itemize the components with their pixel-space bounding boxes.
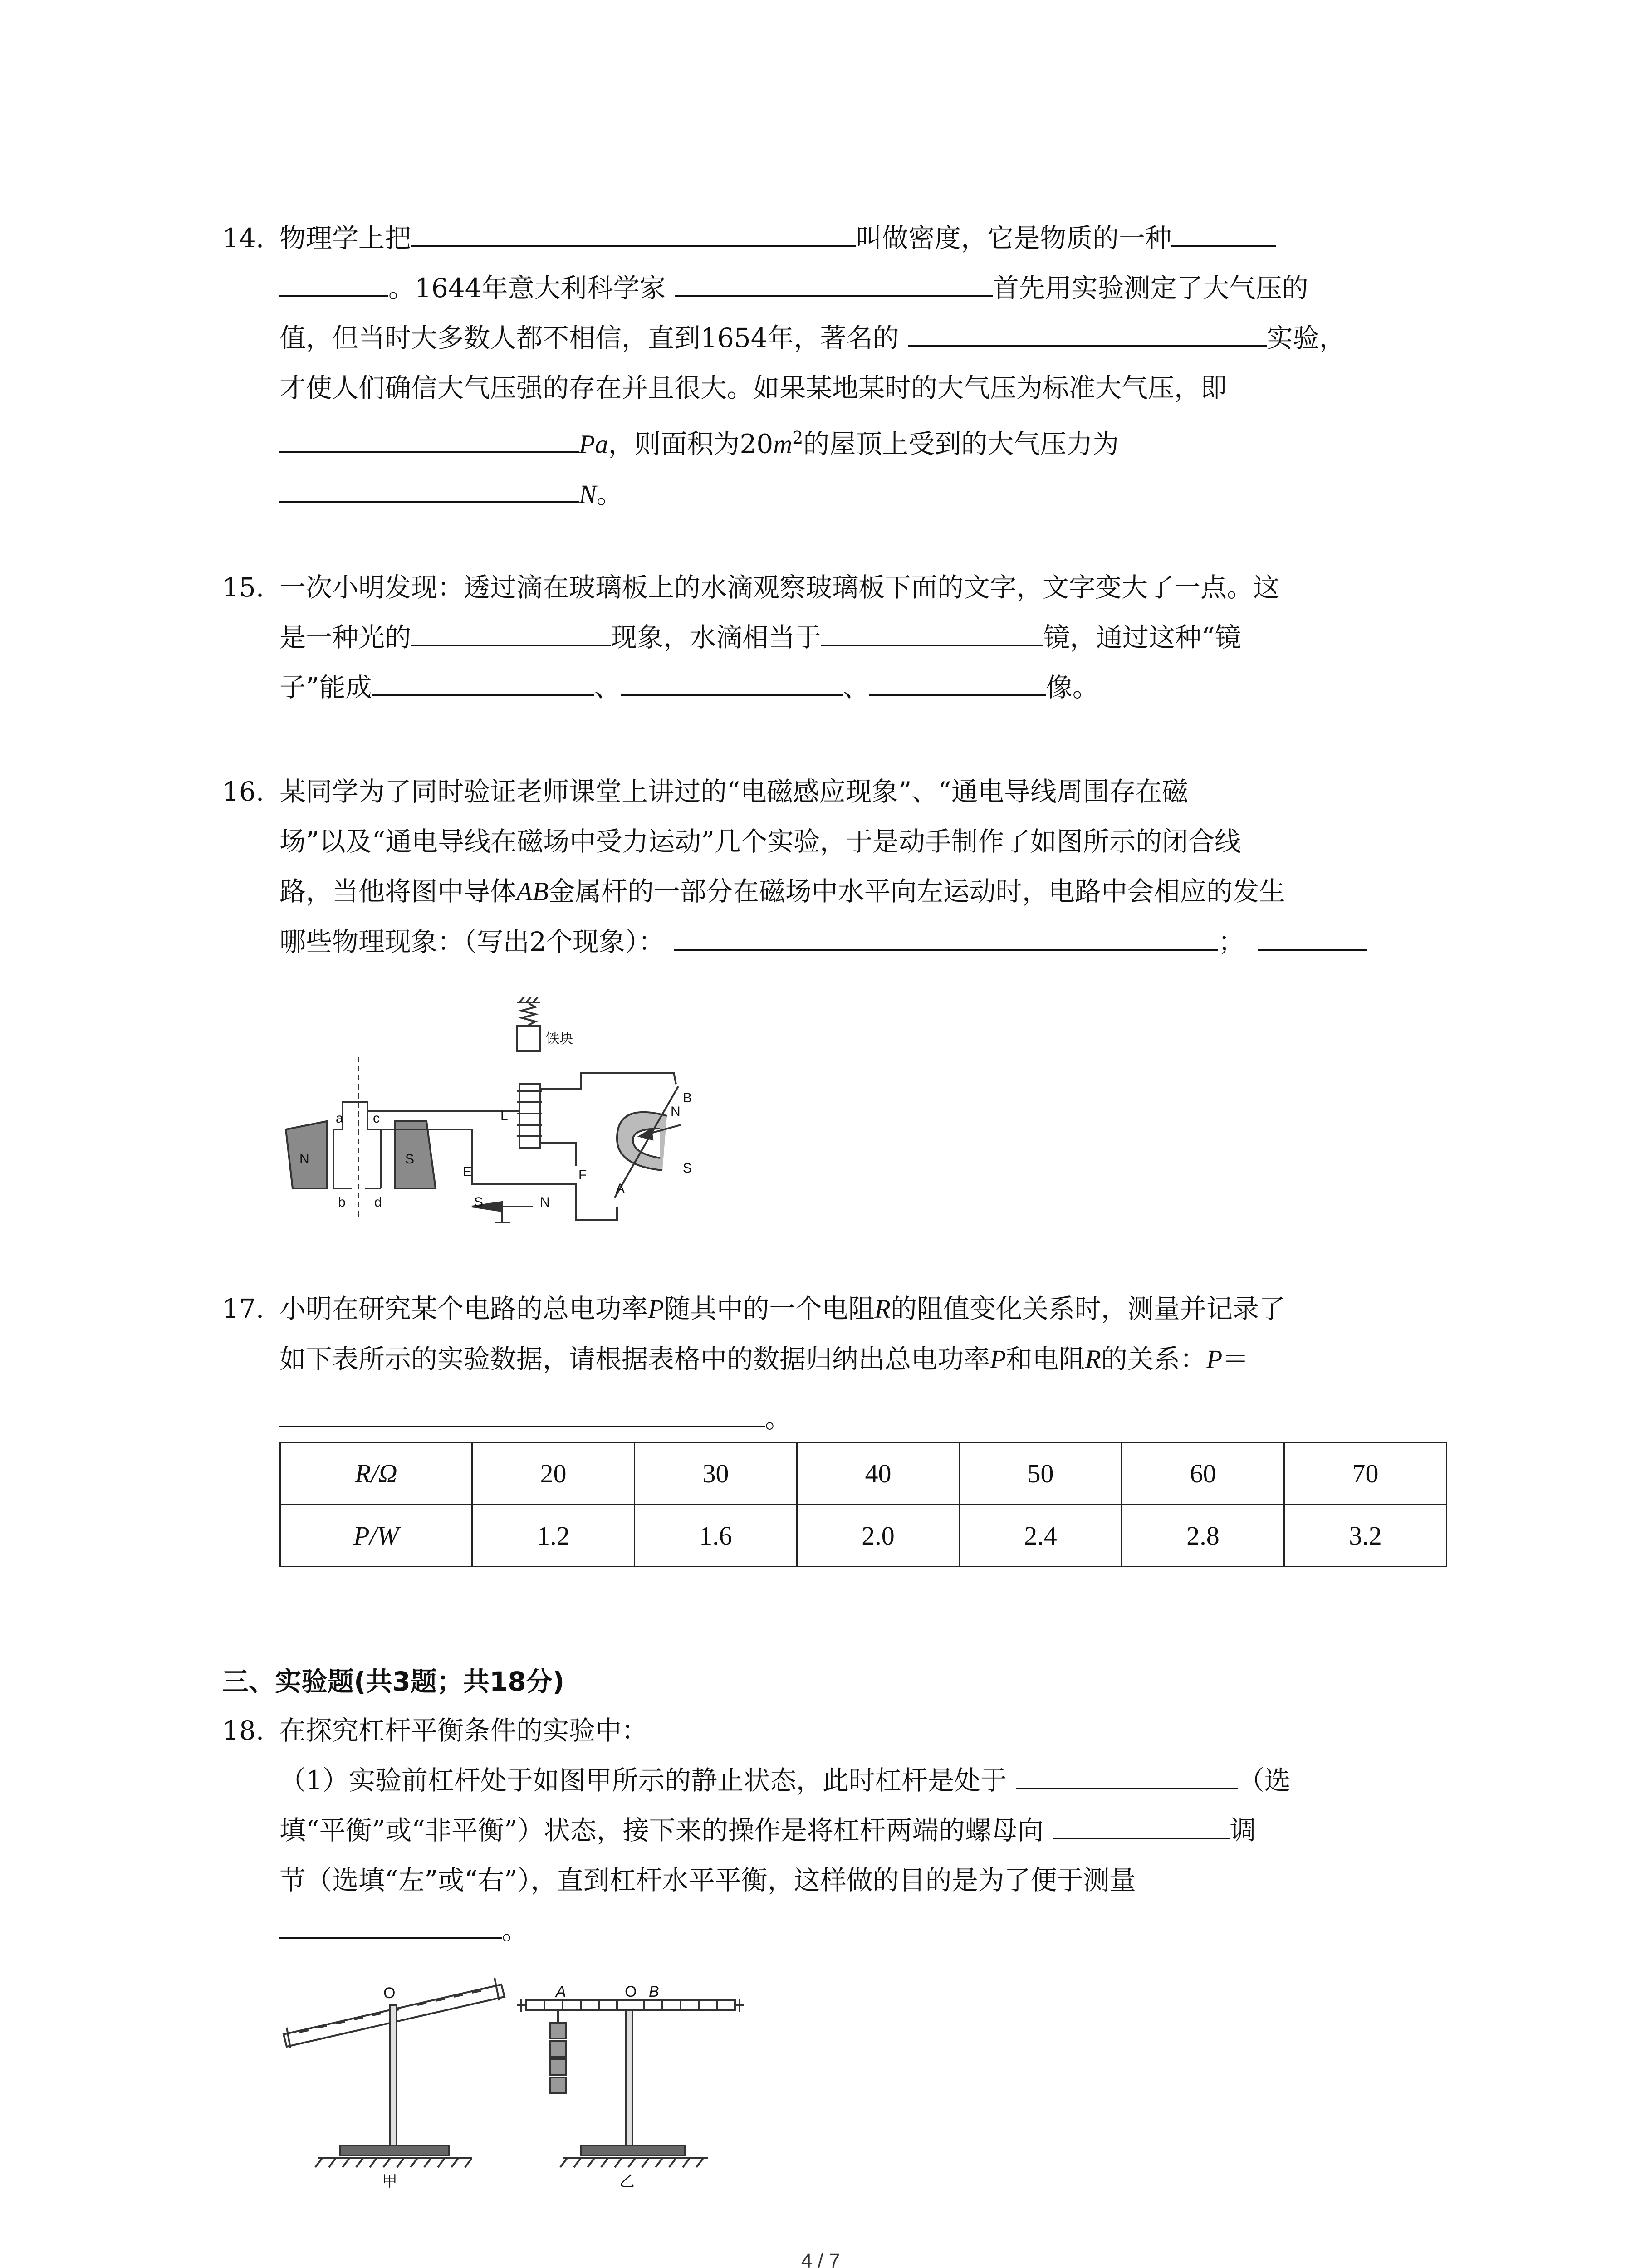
q14-text-9: 的屋顶上受到的大气压力为 bbox=[803, 428, 1119, 459]
symbol-r: R bbox=[874, 1294, 891, 1324]
q15-text-4: 镜，通过这种“镜 bbox=[1043, 622, 1241, 653]
q16-text-5: 哪些物理现象：（写出2个现象）： bbox=[279, 926, 665, 957]
answer-blank[interactable] bbox=[908, 318, 1267, 347]
unit-exp: 2 bbox=[792, 428, 803, 448]
q14-text-7: 才使人们确信大气压强的存在并且很大。如果某地某时的大气压为标准大气压，即 bbox=[279, 372, 1227, 403]
label-point-a: A bbox=[616, 1181, 625, 1196]
label-needle-n: N bbox=[540, 1195, 550, 1210]
q14-line-6 bbox=[279, 469, 1465, 519]
conductor-ab: AB bbox=[516, 877, 549, 906]
page-number: 4 / 7 bbox=[801, 2250, 840, 2268]
q15-text-8: 像。 bbox=[1046, 672, 1099, 703]
answer-blank[interactable] bbox=[674, 922, 1218, 951]
iron-block bbox=[517, 1026, 540, 1051]
label-u-n: N bbox=[671, 1104, 681, 1119]
q14-text-3: 。1644年意大利科学家 bbox=[388, 273, 666, 303]
q14-line-1 bbox=[279, 213, 1465, 263]
q17-text-3: 的阻值变化关系时，测量并记录了 bbox=[890, 1293, 1285, 1324]
question-14 bbox=[222, 213, 1465, 519]
table-cell: 3.2 bbox=[1284, 1505, 1447, 1567]
q17-text-1: 小明在研究某个电路的总电功率 bbox=[279, 1293, 648, 1324]
label-e: E bbox=[463, 1164, 472, 1179]
q18-text-3: （选 bbox=[1238, 1765, 1291, 1796]
q14-text-8: ，则面积为20 bbox=[608, 428, 774, 459]
q15-text-6: 、 bbox=[594, 672, 621, 703]
answer-blank[interactable] bbox=[1258, 922, 1367, 951]
table-cell: 2.4 bbox=[960, 1505, 1122, 1567]
label-point-a: A bbox=[556, 1983, 566, 2000]
q15-line-2 bbox=[279, 612, 1465, 662]
unit-n: N bbox=[579, 479, 597, 509]
label-n: N bbox=[299, 1152, 309, 1167]
label-u-s: S bbox=[683, 1161, 692, 1176]
q17-line-2 bbox=[279, 1334, 1465, 1384]
question-15 bbox=[222, 562, 1465, 712]
q16-text-4: 金属杆的一部分在磁场中水平向左运动时，电路中会相应的发生 bbox=[548, 876, 1285, 907]
q18-text-5: 调 bbox=[1230, 1815, 1256, 1846]
label-f: F bbox=[578, 1168, 587, 1183]
answer-blank[interactable] bbox=[279, 424, 579, 453]
magnet-s bbox=[395, 1121, 436, 1188]
lever-diagrams bbox=[281, 1955, 771, 2191]
label-l: L bbox=[500, 1109, 508, 1124]
q16-line-2 bbox=[279, 816, 1465, 866]
q15-text-7: 、 bbox=[843, 672, 869, 703]
q18-line-3 bbox=[279, 1805, 1465, 1855]
label-d: d bbox=[374, 1195, 382, 1210]
symbol-p: P bbox=[1206, 1344, 1223, 1374]
q14-line-3 bbox=[279, 313, 1465, 363]
q15-text-5: 子”能成 bbox=[279, 672, 372, 703]
answer-blank[interactable] bbox=[869, 667, 1046, 696]
q17-text-7: ＝ bbox=[1222, 1344, 1249, 1374]
label-pivot-o: O bbox=[625, 1983, 637, 2000]
question-number: 17. bbox=[222, 1293, 265, 1324]
question-16 bbox=[222, 767, 1465, 967]
question-number: 15. bbox=[222, 572, 265, 603]
q15-text-2: 是一种光的 bbox=[279, 622, 411, 653]
label-pivot-o: O bbox=[383, 1984, 396, 2002]
q18-text-4: 填“平衡”或“非平衡”）状态，接下来的操作是将杠杆两端的螺母向 bbox=[279, 1815, 1044, 1846]
q17-text-4: 如下表所示的实验数据，请根据表格中的数据归纳出总电功率 bbox=[279, 1344, 990, 1374]
question-number: 16. bbox=[222, 776, 265, 807]
q16-text-6: ； bbox=[1218, 926, 1244, 957]
q18-line-5 bbox=[279, 1905, 1465, 1955]
answer-blank[interactable] bbox=[411, 218, 856, 247]
label-needle-s: S bbox=[474, 1195, 484, 1210]
label-iron-block: 铁块 bbox=[546, 1031, 573, 1046]
answer-blank[interactable] bbox=[1053, 1810, 1230, 1839]
q18-line-4 bbox=[279, 1855, 1465, 1905]
q17-text-6: 的关系： bbox=[1101, 1344, 1206, 1374]
symbol-p: P bbox=[648, 1294, 664, 1324]
table-cell: 2.8 bbox=[1122, 1505, 1284, 1567]
table-row bbox=[280, 1442, 1447, 1505]
q14-text-4: 首先用实验测定了大气压的 bbox=[992, 273, 1308, 303]
q14-line-2 bbox=[279, 263, 1465, 313]
q17-text-5: 和电阻 bbox=[1006, 1344, 1085, 1374]
q16-line-4 bbox=[279, 917, 1465, 967]
q17-line-3 bbox=[279, 1393, 1465, 1443]
q18-text-7: 。 bbox=[502, 1915, 529, 1945]
q14-text-1: 物理学上把 bbox=[279, 223, 411, 254]
q15-text-1: 一次小明发现：透过滴在玻璃板上的水滴观察玻璃板下面的文字，文字变大了一点。这 bbox=[279, 572, 1280, 603]
q18-text-6: 节（选填“左”或“右”），直到杠杆水平平衡，这样做的目的是为了便于测量 bbox=[279, 1865, 1136, 1896]
table-cell: 20 bbox=[472, 1442, 635, 1505]
table-header-p: P/W bbox=[280, 1505, 472, 1567]
table-cell: 2.0 bbox=[797, 1505, 960, 1567]
q16-line-1 bbox=[279, 767, 1465, 816]
table-cell: 1.2 bbox=[472, 1505, 635, 1567]
answer-blank[interactable] bbox=[675, 268, 993, 297]
answer-blank[interactable] bbox=[279, 1910, 502, 1939]
table-row bbox=[280, 1505, 1447, 1567]
table-cell: 70 bbox=[1284, 1442, 1447, 1505]
question-17 bbox=[222, 1284, 1465, 1443]
label-point-b: B bbox=[683, 1090, 692, 1105]
q18-line-1 bbox=[279, 1706, 1465, 1755]
answer-blank[interactable] bbox=[279, 1398, 765, 1427]
label-s: S bbox=[405, 1152, 415, 1167]
table-cell: 60 bbox=[1122, 1442, 1284, 1505]
q14-text-6: 实验， bbox=[1266, 323, 1346, 353]
label-c: c bbox=[373, 1111, 380, 1126]
question-number: 18. bbox=[222, 1715, 265, 1746]
label-point-b: B bbox=[649, 1983, 659, 2000]
q16-text-3: 路，当他将图中导体 bbox=[279, 876, 517, 907]
answer-blank[interactable] bbox=[821, 617, 1043, 646]
table-header-r: R/Ω bbox=[280, 1442, 472, 1505]
q16-text-2: 场”以及“通电导线在磁场中受力运动”几个实验，于是动手制作了如图所示的闭合线 bbox=[279, 826, 1241, 857]
answer-blank[interactable] bbox=[621, 667, 843, 696]
question-number: 14. bbox=[222, 223, 265, 254]
table-cell: 30 bbox=[635, 1442, 797, 1505]
q14-line-4 bbox=[279, 363, 1465, 413]
q14-line-5 bbox=[279, 413, 1465, 469]
section-title: 三、实验题(共3题；共18分) bbox=[222, 1666, 565, 1697]
q14-text-10: 。 bbox=[596, 479, 623, 510]
q14-text-5: 值，但当时大多数人都不相信，直到1654年，著名的 bbox=[279, 323, 899, 353]
q15-text-3: 现象，水滴相当于 bbox=[611, 622, 822, 653]
caption-yi: 乙 bbox=[619, 2173, 635, 2190]
label-a: a bbox=[336, 1111, 343, 1126]
lever-yi bbox=[526, 2000, 735, 2010]
answer-blank[interactable] bbox=[1016, 1760, 1238, 1789]
symbol-p: P bbox=[990, 1344, 1006, 1374]
q17-text-2: 随其中的一个电阻 bbox=[664, 1293, 875, 1324]
table-cell: 1.6 bbox=[635, 1505, 797, 1567]
q14-text-2: 叫做密度，它是物质的一种 bbox=[856, 223, 1172, 254]
q18-text-1: 在探究杠杆平衡条件的实验中： bbox=[279, 1715, 648, 1746]
question-18 bbox=[222, 1706, 1465, 1955]
answer-blank[interactable] bbox=[1171, 218, 1276, 247]
q17-line-1 bbox=[279, 1284, 1465, 1334]
label-b: b bbox=[338, 1195, 346, 1210]
q18-line-2 bbox=[279, 1755, 1465, 1805]
caption-jia: 甲 bbox=[382, 2173, 397, 2190]
unit-pa: Pa bbox=[579, 429, 608, 459]
unit-m: m bbox=[773, 429, 793, 459]
q15-line-1 bbox=[279, 562, 1465, 612]
answer-blank[interactable] bbox=[279, 474, 579, 503]
circuit-diagram bbox=[272, 993, 753, 1247]
answer-blank[interactable] bbox=[279, 268, 388, 297]
q17-text-8: 。 bbox=[765, 1403, 792, 1434]
q16-line-3 bbox=[279, 866, 1465, 917]
data-table bbox=[279, 1442, 1447, 1567]
q16-text-1: 某同学为了同时验证老师课堂上讲过的“电磁感应现象”、“通电导线周围存在磁 bbox=[279, 776, 1188, 807]
answer-blank[interactable] bbox=[372, 667, 594, 696]
symbol-r: R bbox=[1085, 1344, 1101, 1374]
q15-line-3 bbox=[279, 662, 1465, 712]
table-cell: 50 bbox=[960, 1442, 1122, 1505]
table-cell: 40 bbox=[797, 1442, 960, 1505]
q18-text-2: （1）实验前杠杆处于如图甲所示的静止状态，此时杠杆是处于 bbox=[279, 1765, 1007, 1796]
answer-blank[interactable] bbox=[411, 617, 611, 646]
